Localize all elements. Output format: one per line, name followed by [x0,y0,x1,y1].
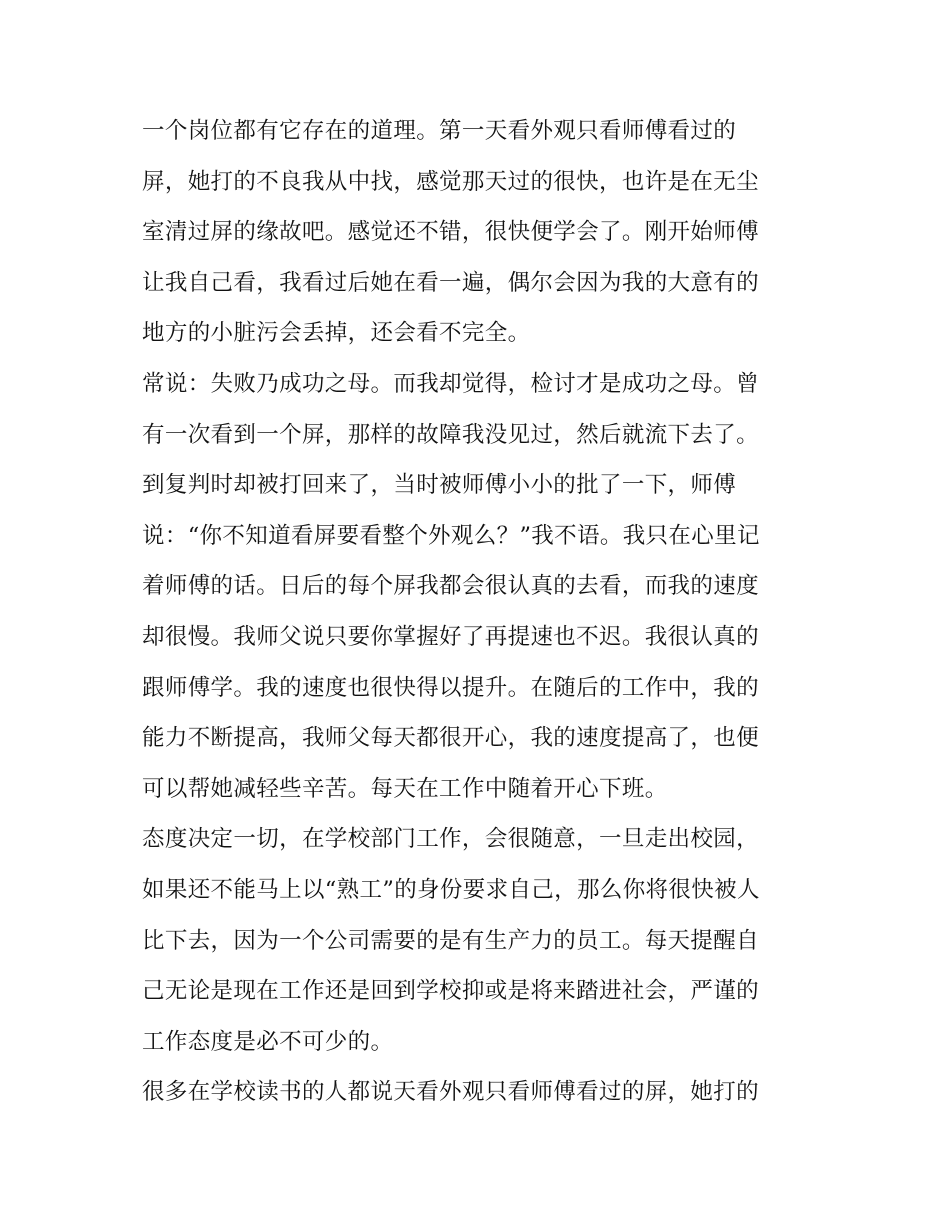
text-line: 跟师傅学。我的速度也很快得以提升。在随后的工作中，我的 [142,674,759,701]
text-line: 常说：失败乃成功之母。而我却觉得，检讨才是成功之母。曾 [142,370,759,397]
text-line: 工作态度是必不可少的。 [142,1028,394,1055]
text-line: 一个岗位都有它存在的道理。第一天看外观只看师傅看过的 [142,118,737,144]
text-line: 如果还不能马上以“熟工”的身份要求自己，那么你将很快被人 [142,876,760,903]
text-line: 有一次看到一个屏，那样的故障我没见过，然后就流下去了。 [142,421,759,448]
text-line: 很多在学校读书的人都说天看外观只看师傅看过的屏，她打的 [142,1079,759,1106]
text-line: 能力不断提高，我师父每天都很开心，我的速度提高了，也便 [142,725,759,752]
paragraph-3 [142,814,812,1067]
text-line: 室清过屏的缘故吧。感觉还不错，很快便学会了。刚开始师傅 [142,219,759,246]
text-line: 态度决定一切，在学校部门工作，会很随意，一旦走出校园， [142,826,759,853]
text-line: 可以帮她减轻些辛苦。每天在工作中随着开心下班。 [142,775,668,802]
text-line: 地方的小脏污会丢掉，还会看不完全。 [142,320,531,347]
text-line: 让我自己看，我看过后她在看一遍，偶尔会因为我的大意有的 [142,269,759,296]
paragraph-2 [142,359,812,814]
document-body [142,106,812,1118]
paragraph-4 [142,1067,812,1118]
text-line: 屏，她打的不良我从中找，感觉那天过的很快，也许是在无尘 [142,168,759,195]
text-line: 己无论是现在工作还是回到学校抑或是将来踏进社会，严谨的 [142,978,759,1005]
text-line: 到复判时却被打回来了，当时被师傅小小的批了一下，师傅 [142,472,737,499]
text-line: 说：“你不知道看屏要看整个外观么？”我不语。我只在心里记 [142,522,760,549]
text-line: 却很慢。我师父说只要你掌握好了再提速也不迟。我很认真的 [142,623,759,650]
text-line: 比下去，因为一个公司需要的是有生产力的员工。每天提醒自 [142,927,759,954]
paragraph-1 [142,106,812,359]
text-line: 着师傅的话。日后的每个屏我都会很认真的去看，而我的速度 [142,573,759,600]
